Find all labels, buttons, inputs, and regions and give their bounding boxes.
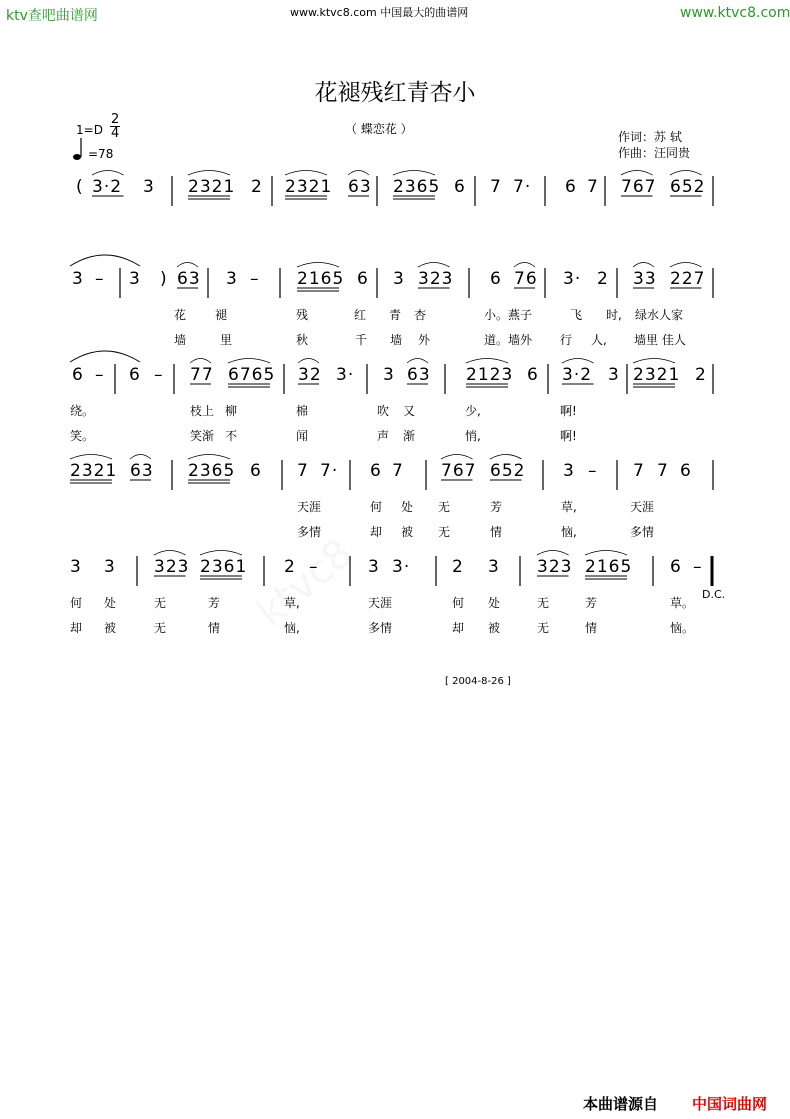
score-note: 2361 (200, 557, 248, 577)
score-note: 3 (563, 461, 575, 481)
lyric-verse-1: 无 (154, 596, 167, 610)
lyric-verse-2: 悄, (465, 429, 481, 443)
lyric-verse-2: 多情 (368, 621, 393, 635)
tempo-marking: =78 (88, 147, 114, 161)
slur-arc (393, 171, 435, 176)
lyric-verse-2: 墙里 佳人 (634, 333, 686, 347)
lyric-verse-1: 芳 (208, 596, 221, 610)
lyric-verse-2: 声 (377, 429, 390, 443)
lyric-verse-2: 无 (154, 621, 167, 635)
slur-arc (298, 359, 319, 364)
lyric-verse-2: 墙 (390, 333, 403, 347)
slur-arc (621, 171, 653, 176)
slur-arc (228, 359, 270, 364)
lyric-verse-2: 笑渐 (190, 429, 215, 443)
score-note: 7 (657, 461, 669, 481)
score-note: 77 (190, 365, 214, 385)
score-note: 7· (513, 177, 532, 197)
score-note: 7· (320, 461, 339, 481)
slur-arc (441, 455, 473, 460)
score-note: 2365 (393, 177, 441, 197)
score-note: 63 (348, 177, 372, 197)
lyric-verse-2: 千 (355, 333, 368, 347)
score-note: 7 (297, 461, 309, 481)
score-note: 2 (452, 557, 464, 577)
score-note: 767 (441, 461, 477, 481)
lyric-verse-1: 又 (403, 404, 416, 418)
lyric-verse-1: 草, (284, 596, 300, 610)
slur-arc (200, 551, 242, 556)
lyric-verse-1: 芳 (585, 596, 598, 610)
score-date: [ 2004-8-26 ] (445, 676, 511, 687)
lyric-verse-2: 多情 (297, 525, 322, 539)
header-tagline: www.ktvc8.com 中国最大的曲谱网 (290, 6, 469, 19)
lyric-verse-1: 小。燕子 (484, 308, 533, 322)
score-note: 323 (154, 557, 190, 577)
score-note: 2123 (466, 365, 514, 385)
lyric-verse-1: 青 (389, 308, 402, 322)
lyric-verse-1: 何 (370, 500, 383, 514)
slur-arc (466, 359, 508, 364)
score-note: 3 (383, 365, 395, 385)
score-note: 63 (407, 365, 431, 385)
tie-arc (70, 351, 140, 362)
score-note: 63 (130, 461, 154, 481)
lyric-verse-1: 无 (537, 596, 550, 610)
lyric-verse-2: 被 (401, 525, 414, 539)
slur-arc (190, 359, 211, 364)
lyric-verse-2: 外 (418, 333, 431, 347)
score-note: 32 (298, 365, 322, 385)
score-note: 63 (177, 269, 201, 289)
slur-arc (633, 359, 675, 364)
score-note: 2 (284, 557, 296, 577)
lyric-verse-1: 天涯 (630, 500, 655, 514)
score-note: 652 (490, 461, 526, 481)
lyricist: 作词：苏 轼 (618, 130, 682, 144)
lyric-verse-1: 处 (401, 500, 414, 514)
score-note: 7 (633, 461, 645, 481)
score-note: – (588, 461, 598, 481)
tie-arc (70, 255, 140, 266)
score-note: 3· (392, 557, 411, 577)
score-note: 2365 (188, 461, 236, 481)
lyric-verse-2: 无 (438, 525, 451, 539)
score-note: 3·2 (92, 177, 123, 197)
score-note: 6 (670, 557, 682, 577)
lyric-verse-1: 枝上 (190, 404, 215, 418)
time-numerator: 2 (111, 112, 120, 127)
slur-arc (670, 171, 702, 176)
lyric-verse-1: 何 (452, 596, 465, 610)
score-note: 3· (563, 269, 582, 289)
slur-arc (130, 455, 151, 460)
score-note: – (95, 365, 105, 385)
score-note: 3 (72, 269, 84, 289)
slur-arc (670, 263, 702, 268)
score-note: 7 (490, 177, 502, 197)
score-note: 3 (129, 269, 141, 289)
slur-arc (70, 455, 112, 460)
lyric-verse-2: 情 (585, 621, 598, 635)
lyric-verse-2: 行 (560, 333, 573, 347)
score-note: 3 (143, 177, 155, 197)
score-note: 3 (368, 557, 380, 577)
score-note: 6 (250, 461, 262, 481)
composer: 作曲：汪同贵 (618, 146, 691, 160)
lyric-verse-2: 恼。 (670, 621, 695, 635)
lyric-verse-1: 处 (488, 596, 501, 610)
lyric-verse-2: 却 (370, 525, 383, 539)
lyric-verse-2: 恼, (284, 621, 300, 635)
score-note: 3 (70, 557, 82, 577)
score-note: 6 (72, 365, 84, 385)
footer-logo[interactable]: 中国词曲网 (692, 1095, 768, 1113)
score-note: 7 (587, 177, 599, 197)
lyric-verse-1: 棉 (296, 404, 309, 418)
lyric-verse-2: 情 (208, 621, 221, 635)
score-note: 6 (357, 269, 369, 289)
score-note: 652 (670, 177, 706, 197)
score-note: 323 (537, 557, 573, 577)
slur-arc (285, 171, 327, 176)
lyric-verse-1: 时, (606, 308, 622, 322)
score-note: 2321 (633, 365, 681, 385)
score-note: 3 (393, 269, 405, 289)
lyric-verse-2: 多情 (630, 525, 655, 539)
lyric-verse-1: 处 (104, 596, 117, 610)
lyric-verse-1: 天涯 (368, 596, 393, 610)
score-note: 2165 (297, 269, 345, 289)
lyric-verse-1: 啊! (560, 404, 577, 418)
lyric-verse-1: 红 (354, 308, 367, 322)
lyric-verse-1: 吹 (377, 404, 390, 418)
lyric-verse-1: 残 (296, 308, 309, 322)
score-note: ( (76, 177, 84, 197)
lyric-verse-1: 何 (70, 596, 83, 610)
score-note: 3·2 (562, 365, 593, 385)
slur-arc (297, 263, 339, 268)
lyric-verse-1: 无 (438, 500, 451, 514)
score-note: 33 (633, 269, 657, 289)
lyric-verse-2: 笑。 (70, 429, 95, 443)
score-note: 76 (514, 269, 538, 289)
score-note: – (154, 365, 164, 385)
footer-source-text: 本曲谱源自 (583, 1095, 659, 1113)
lyric-verse-1: 芳 (490, 500, 503, 514)
lyric-verse-1: 花 (174, 308, 187, 322)
lyric-verse-2: 恼, (561, 525, 577, 539)
lyric-verse-2: 却 (70, 621, 83, 635)
time-denominator: 4 (111, 126, 120, 141)
lyric-verse-2: 道。墙外 (484, 333, 533, 347)
score-note: 2 (251, 177, 263, 197)
lyric-verse-1: 天涯 (297, 500, 322, 514)
key-signature: 1=D (76, 123, 103, 137)
slur-arc (348, 171, 369, 176)
lyric-verse-1: 绿水人家 (635, 308, 684, 322)
score-note: ) (160, 269, 168, 289)
song-title: 花褪残红青杏小 (314, 80, 476, 106)
lyric-verse-1: 杏 (414, 308, 427, 322)
score-note: 2 (597, 269, 609, 289)
score-note: 3 (226, 269, 238, 289)
lyric-verse-2: 墙 (174, 333, 187, 347)
score-note: 2321 (188, 177, 236, 197)
lyric-verse-1: 少, (465, 404, 481, 418)
lyric-verse-2: 人, (591, 333, 607, 347)
slur-arc (154, 551, 186, 556)
slur-arc (418, 263, 450, 268)
score-note: 6 (490, 269, 502, 289)
score-note: 3· (336, 365, 355, 385)
lyric-verse-2: 情 (490, 525, 503, 539)
slur-arc (633, 263, 654, 268)
score-note: 767 (621, 177, 657, 197)
lyric-verse-2: 里 (220, 333, 233, 347)
lyric-verse-1: 褪 (215, 308, 228, 322)
lyric-verse-1: 绕。 (70, 404, 95, 418)
score-note: 6 (527, 365, 539, 385)
lyric-verse-2: 渐 (403, 429, 416, 443)
score-note: 3 (104, 557, 116, 577)
slur-arc (537, 551, 569, 556)
score-note: 2165 (585, 557, 633, 577)
lyric-verse-1: 草, (561, 500, 577, 514)
site-name-left: ktv查吧曲谱网 (6, 8, 98, 24)
site-url-right[interactable]: www.ktvc8.com (680, 5, 790, 21)
score-note: 7 (392, 461, 404, 481)
slur-arc (585, 551, 627, 556)
lyric-verse-1: 飞 (570, 308, 583, 322)
score-note: 2321 (70, 461, 118, 481)
score-note: 6765 (228, 365, 276, 385)
lyric-verse-2: 被 (104, 621, 117, 635)
score-note: 2 (695, 365, 707, 385)
lyric-verse-1: 柳 (225, 404, 238, 418)
lyric-verse-2: 啊! (560, 429, 577, 443)
slur-arc (562, 359, 594, 364)
score-note: 3 (488, 557, 500, 577)
score-note: 3 (608, 365, 620, 385)
lyric-verse-2: 无 (537, 621, 550, 635)
lyric-verse-1: 草。 (670, 596, 695, 610)
score-note: 6 (680, 461, 692, 481)
score-note: 2321 (285, 177, 333, 197)
lyric-verse-2: 不 (225, 429, 238, 443)
slur-arc (490, 455, 522, 460)
lyric-verse-2: 被 (488, 621, 501, 635)
score-note: 323 (418, 269, 454, 289)
lyric-verse-2: 闻 (296, 429, 309, 443)
score-note: – (309, 557, 319, 577)
slur-arc (407, 359, 428, 364)
score-note: – (95, 269, 105, 289)
score-note: 6 (454, 177, 466, 197)
lyric-verse-2: 秋 (296, 333, 309, 347)
score-note: 6 (129, 365, 141, 385)
score-note: – (693, 557, 703, 577)
slur-arc (92, 171, 124, 176)
slur-arc (514, 263, 535, 268)
slur-arc (177, 263, 198, 268)
score-note: 6 (370, 461, 382, 481)
score-note: – (250, 269, 260, 289)
slur-arc (188, 171, 230, 176)
slur-arc (188, 455, 230, 460)
score-note: 6 (565, 177, 577, 197)
lyric-verse-2: 却 (452, 621, 465, 635)
da-capo-mark: D.C. (702, 588, 726, 601)
song-subtitle: （ 蝶恋花 ） (345, 122, 413, 136)
score-note: 227 (670, 269, 706, 289)
